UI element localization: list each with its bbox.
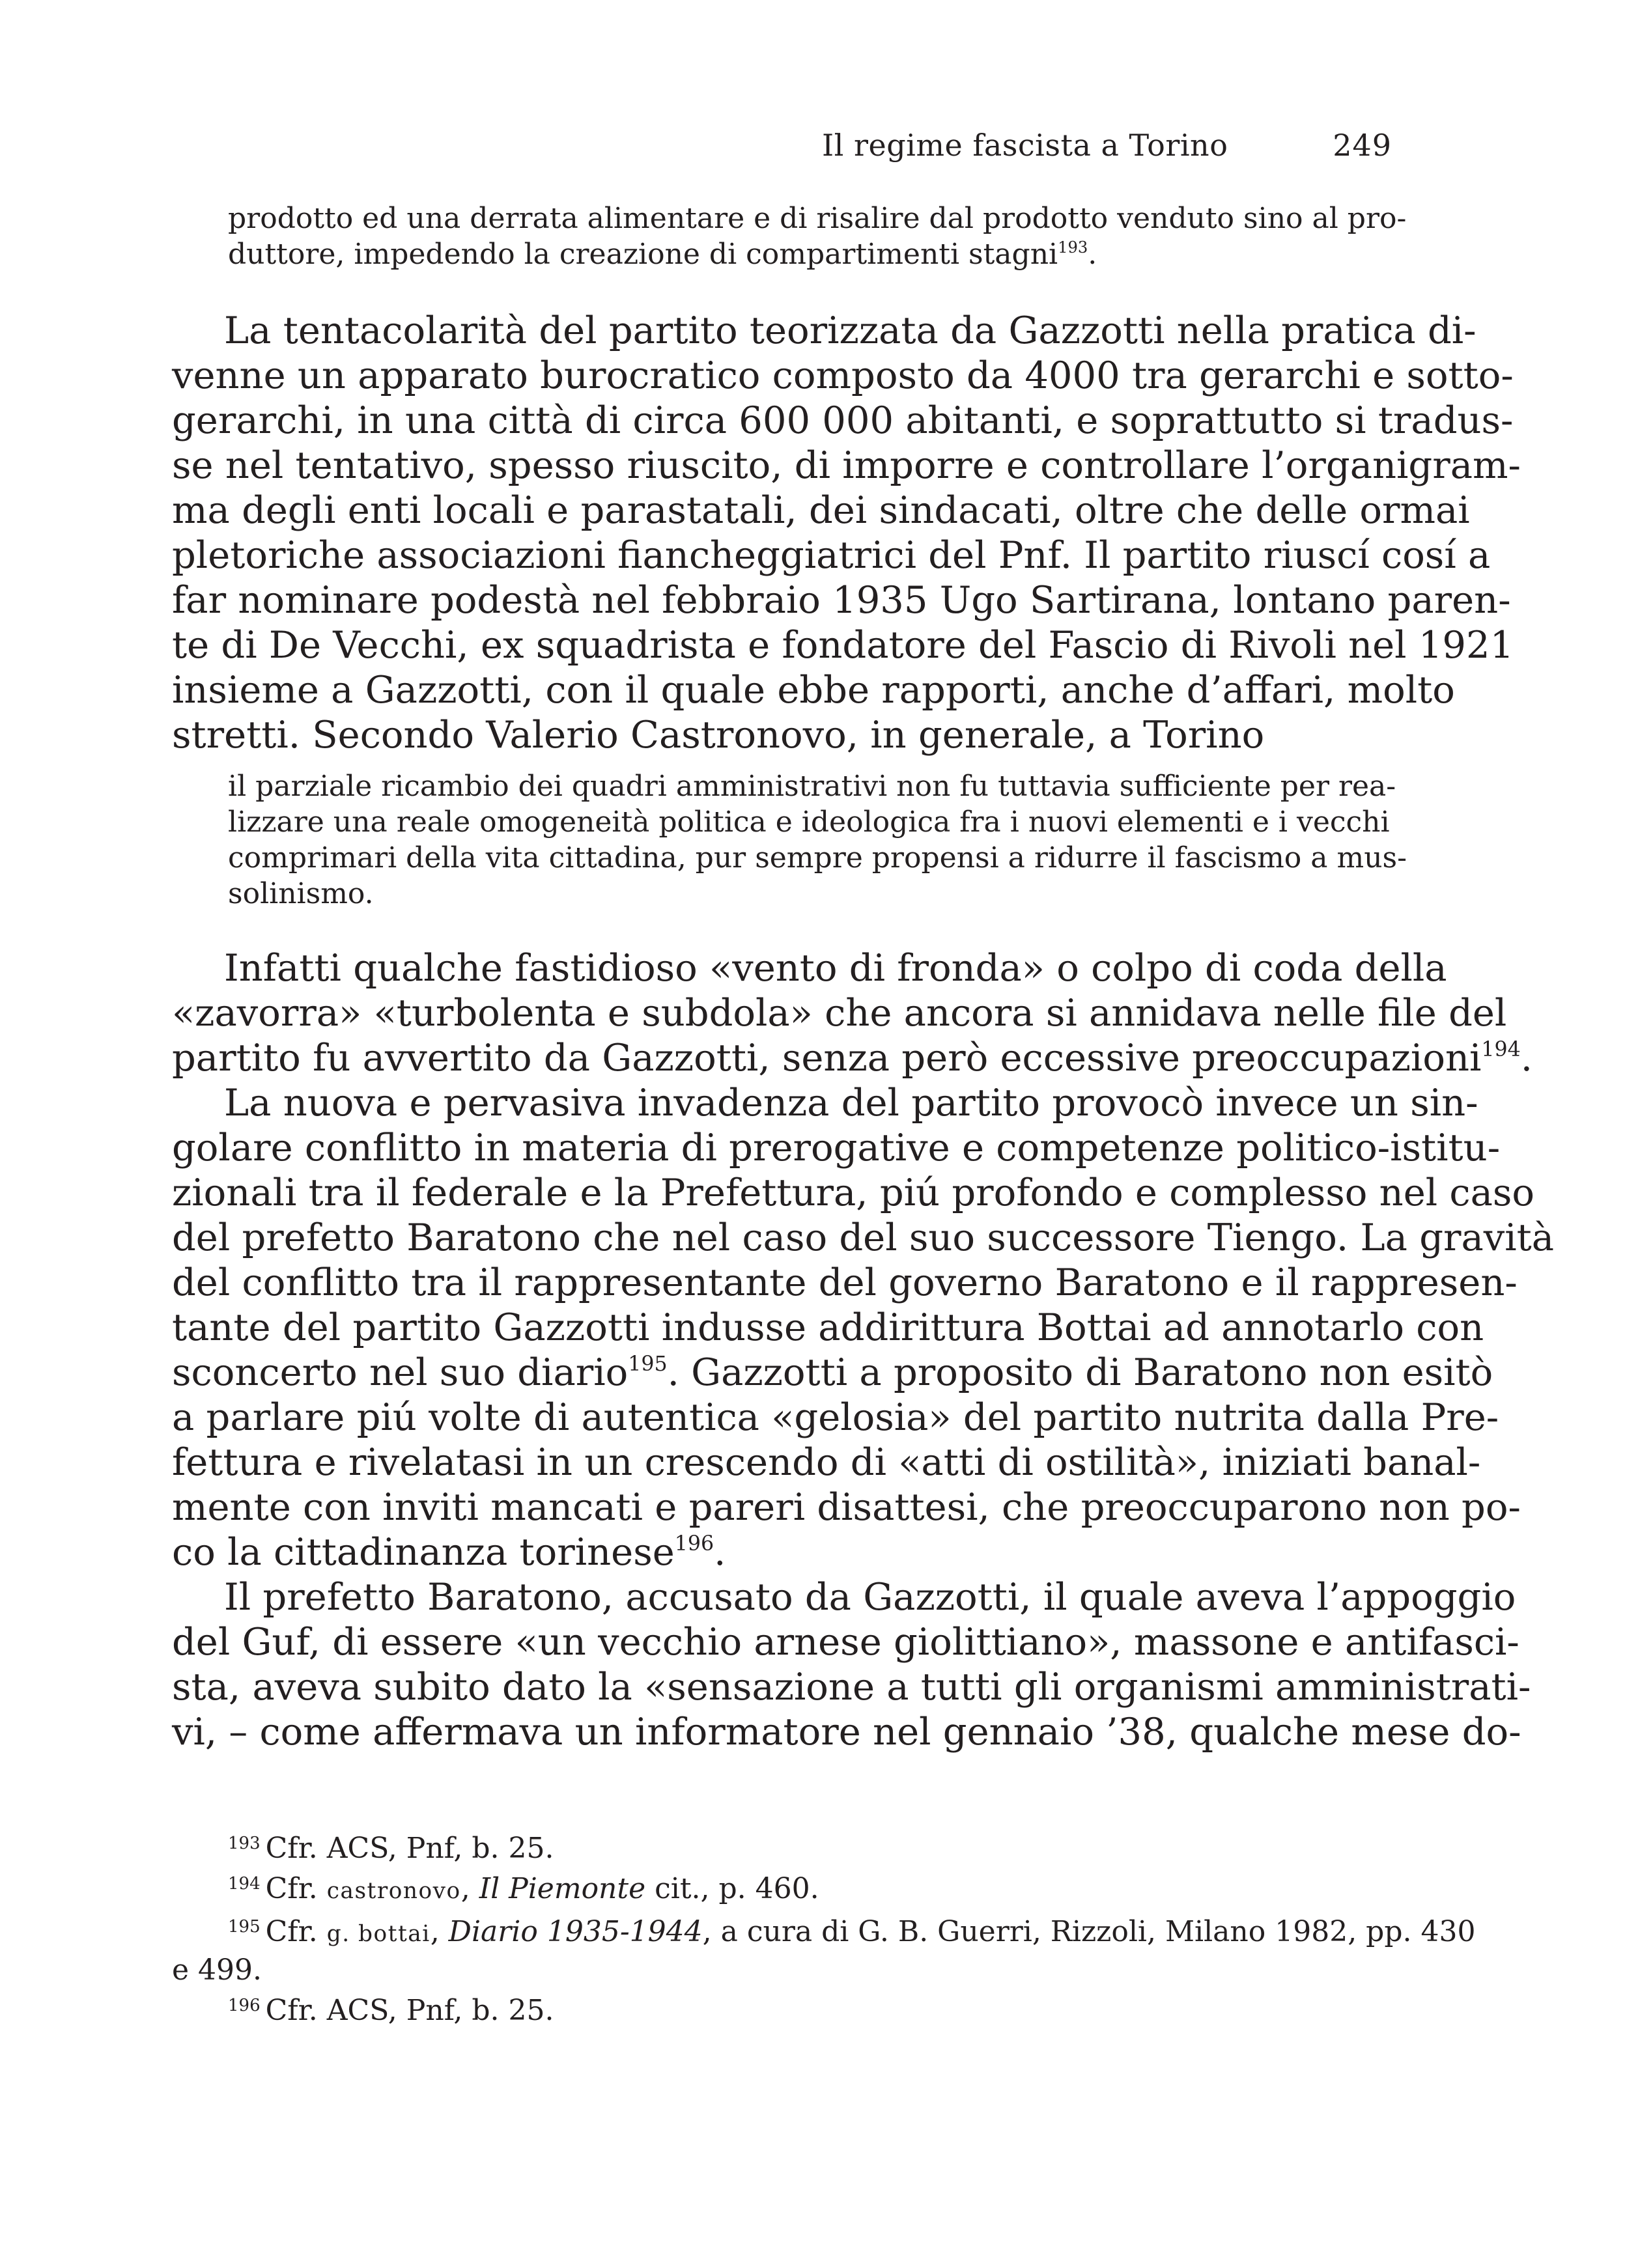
text-line: golare conflitto in materia di prerogative e competenze politico-istitu- — [172, 1126, 1501, 1169]
text-line: del Guf, di essere «un vecchio arnese giolittiano», massone e antifasci- — [172, 1620, 1519, 1664]
text-line: te di De Vecchi, ex squadrista e fondatore del Fascio di Rivoli nel 1921 — [172, 623, 1514, 667]
paragraph — [172, 945, 1533, 1080]
text-line: partito fu avvertito da Gazzotti, senza però eccessive preoccupazioni$^{194}$. — [172, 1036, 1533, 1080]
note-reference[interactable]: 196 — [674, 1532, 714, 1556]
footnote-text: Cfr. ACS, Pnf, b. 25. — [265, 1832, 554, 1865]
footnote — [172, 1988, 1389, 2028]
text-line: La nuova e pervasiva invadenza del partito provocò invece un sin- — [224, 1081, 1478, 1125]
footnotes — [172, 1826, 1476, 2028]
text-line: sconcerto nel suo diario$^{195}$. Gazzotti a proposito di Baratono non esitò — [172, 1351, 1493, 1394]
footnote — [172, 1826, 1389, 1866]
note-reference[interactable]: 193 — [1058, 238, 1088, 257]
continuation-quote — [228, 201, 1407, 272]
quote-line: duttore, impedendo la creazione di compartimenti stagni$^{193}$. — [228, 238, 1097, 271]
text-line: insieme a Gazzotti, con il quale ebbe rapporti, anche d’affari, molto — [172, 668, 1455, 712]
text-line: mente con inviti mancati e pareri disattesi, che preoccuparono non po- — [172, 1485, 1521, 1529]
note-reference[interactable]: 195 — [628, 1352, 668, 1376]
text-line: del prefetto Baratono che nel caso del suo successore Tiengo. La gravità — [172, 1216, 1555, 1259]
paragraph — [172, 308, 1521, 757]
text-line: far nominare podestà nel febbraio 1935 Ugo Sartirana, lontano paren- — [172, 578, 1511, 622]
text-line: vi, – come affermava un informatore nel gennaio ’38, qualche mese do- — [172, 1710, 1521, 1754]
paragraph — [172, 1080, 1555, 1575]
footnote-continuation: e 499. — [172, 1953, 262, 1987]
quote-line: prodotto ed una derrata alimentare e di risalire dal prodotto venduto sino al pro- — [228, 202, 1407, 235]
text-line: venne un apparato burocratico composto da 4000 tra gerarchi e sotto- — [172, 354, 1514, 397]
quote-line: comprimari della vita cittadina, pur sempre propensi a ridurre il fascismo a mus- — [228, 841, 1407, 875]
footnote-author: g. bottai — [326, 1921, 431, 1947]
text-line: zionali tra il federale e la Prefettura, piú profondo e complesso nel caso — [172, 1171, 1535, 1214]
text-line: tante del partito Gazzotti indusse addirittura Bottai ad annotarlo con — [172, 1306, 1484, 1349]
note-reference[interactable]: 194 — [1481, 1037, 1521, 1061]
footnote-number: 194 — [228, 1874, 261, 1894]
text-line: Infatti qualche fastidioso «vento di fronda» o colpo di coda della — [224, 946, 1447, 990]
footnote-author: castronovo — [326, 1878, 461, 1904]
text-line: Il prefetto Baratono, accusato da Gazzotti, il quale aveva l’appoggio — [224, 1575, 1516, 1619]
quote-line: il parziale ricambio dei quadri amministrativi non fu tuttavia sufficiente per rea- — [228, 770, 1396, 803]
footnote-number: 195 — [228, 1917, 261, 1937]
text-line: pletoriche associazioni fiancheggiatrici del Pnf. Il partito riuscí cosí a — [172, 533, 1491, 577]
footnote-title: Diario 1935-1944 — [448, 1915, 703, 1948]
footnote-text: Cfr. ACS, Pnf, b. 25. — [265, 1994, 554, 2027]
footnote-number: 196 — [228, 1996, 261, 2015]
running-title: Il regime fascista a Torino — [822, 128, 1228, 163]
text-line: a parlare piú volte di autentica «gelosia» del partito nutrita dalla Pre- — [172, 1395, 1499, 1439]
text-line: stretti. Secondo Valerio Castronovo, in generale, a Torino — [172, 713, 1265, 757]
block-quote — [228, 768, 1407, 912]
footnote-number: 193 — [228, 1834, 261, 1853]
text-line: se nel tentativo, spesso riuscito, di imporre e controllare l’organigram- — [172, 443, 1521, 487]
footnote-title: Il Piemonte — [479, 1872, 646, 1905]
page-number: 249 — [1333, 128, 1392, 163]
footnote: $^{195}$ Cfr. g. bottai, Diario 1935-1944, a cura di G. B. Guerri, Rizzoli, Milano 1982, pp. 430 — [228, 1915, 1476, 1948]
text-line: fettura e rivelatasi in un crescendo di «atti di ostilità», iniziati banal- — [172, 1440, 1481, 1484]
quote-line: solinismo. — [228, 877, 374, 910]
paragraph — [172, 1575, 1531, 1754]
text-line: ma degli enti locali e parastatali, dei sindacati, oltre che delle ormai — [172, 488, 1470, 532]
text-line: La tentacolarità del partito teorizzata da Gazzotti nella pratica di- — [224, 309, 1477, 352]
text-line: del conflitto tra il rappresentante del governo Baratono e il rappresen- — [172, 1261, 1518, 1304]
text-line: co la cittadinanza torinese$^{196}$. — [172, 1530, 726, 1574]
text-line: gerarchi, in una città di circa 600 000 abitanti, e soprattutto si tradus- — [172, 399, 1514, 442]
footnote: $^{194}$ Cfr. castronovo, Il Piemonte cit., p. 460. — [228, 1872, 819, 1905]
text-line: «zavorra» «turbolenta e subdola» che ancora si annidava nelle file del — [172, 991, 1507, 1035]
text-line: sta, aveva subito dato la «sensazione a tutti gli organismi amministrati- — [172, 1665, 1531, 1709]
quote-line: lizzare una reale omogeneità politica e ideologica fra i nuovi elementi e i vecchi — [228, 805, 1390, 839]
